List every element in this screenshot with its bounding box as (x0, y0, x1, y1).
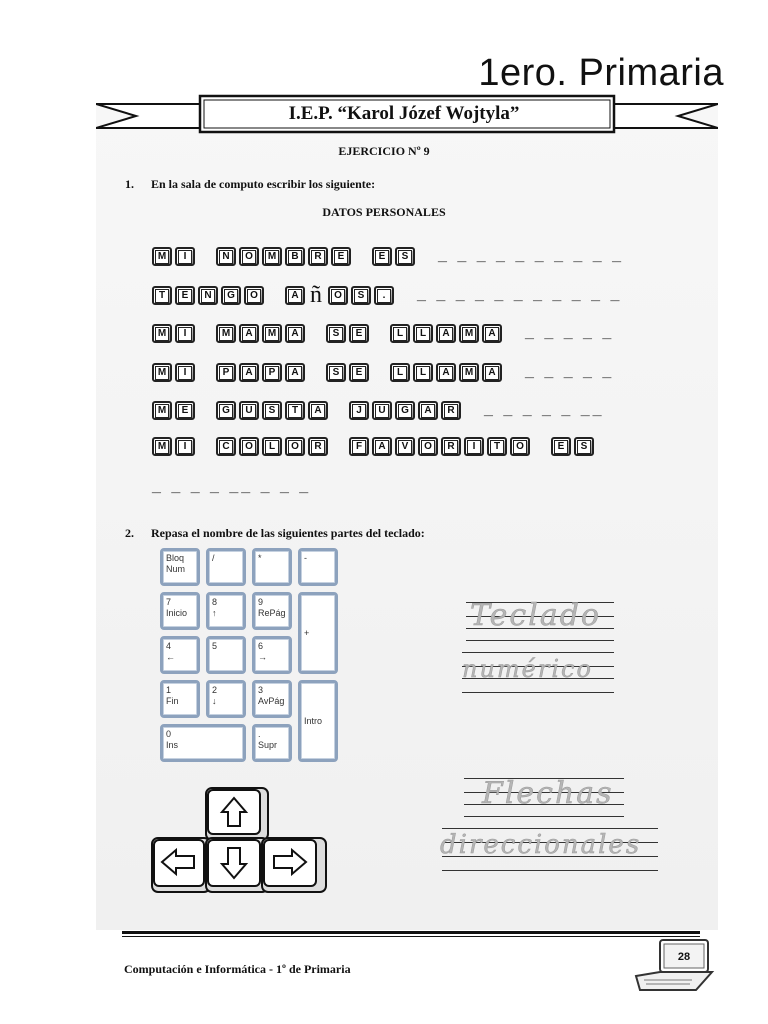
numpad-key-sublabel: ↑ (212, 608, 217, 618)
answer-blank: _ _ _ _ _ _ _ _ _ _ (438, 247, 624, 264)
letter-key (285, 324, 305, 343)
key-letter: M (219, 327, 233, 341)
key-letter: I (178, 250, 192, 264)
numpad-key-label: 4 (166, 641, 172, 651)
key-letter: L (393, 366, 407, 380)
letter-key (390, 324, 410, 343)
letter-key (152, 363, 172, 382)
key-letter: E (178, 289, 192, 303)
left-arrow-key (152, 838, 210, 892)
guide-line (442, 828, 658, 829)
key-letter: A (421, 404, 435, 418)
key-word (152, 286, 267, 305)
key-letter: J (352, 404, 366, 418)
numpad-key-label: + (304, 627, 310, 638)
letter-key (175, 401, 195, 420)
trace-word: direccionales (440, 830, 642, 860)
letter-key (374, 286, 394, 305)
key-letter: N (219, 250, 233, 264)
key-letter: L (416, 327, 430, 341)
keyboard-line (152, 321, 614, 345)
numpad-key (160, 592, 200, 630)
key-word (551, 437, 597, 456)
exercise-title: EJERCICIO Nº 9 (338, 144, 430, 158)
letter-key (262, 437, 282, 456)
letter-key (413, 363, 433, 382)
key-word (390, 363, 505, 382)
letter-key (216, 401, 236, 420)
letter-key (152, 437, 172, 456)
guide-line (462, 652, 614, 653)
key-word (152, 324, 198, 343)
footer-rule (122, 936, 700, 937)
trace-word: Flechas (482, 776, 614, 811)
letter-key (216, 247, 236, 266)
numpad-key-sublabel: AvPág (258, 696, 285, 706)
numpad-key-label: 8 (212, 597, 218, 607)
letter-key (418, 437, 438, 456)
key-letter: T (490, 440, 504, 454)
key-letter: G (224, 289, 238, 303)
letter-key (285, 247, 305, 266)
key-word (349, 401, 464, 420)
letter-key (464, 437, 484, 456)
numpad-key-label: / (212, 553, 215, 563)
key-letter: P (265, 366, 279, 380)
key-letter: R (444, 404, 458, 418)
key-letter: A (485, 366, 499, 380)
letter-key (459, 363, 479, 382)
key-letter: A (242, 327, 256, 341)
numpad-key (298, 592, 338, 674)
letter-key (221, 286, 241, 305)
letter-key (239, 437, 259, 456)
key-word (326, 324, 372, 343)
key-letter: T (288, 404, 302, 418)
question-2-number: 2. (125, 526, 134, 540)
key-letter: U (375, 404, 389, 418)
key-word (152, 401, 198, 420)
numpad-key-sublabel: Supr (258, 740, 278, 750)
letter-key (239, 324, 259, 343)
key-letter: U (242, 404, 256, 418)
question-2 (125, 526, 425, 541)
section-title: DATOS PERSONALES (322, 205, 446, 219)
letter-key (418, 401, 438, 420)
letter-key (308, 401, 328, 420)
numpad-key-label: 0 (166, 729, 172, 739)
key-letter: B (288, 250, 302, 264)
trace-word: Teclado (470, 598, 601, 633)
letter-key (216, 437, 236, 456)
key-letter: M (155, 327, 169, 341)
key-word (390, 324, 505, 343)
numpad-key (206, 592, 246, 630)
key-letter: A (311, 404, 325, 418)
key-letter: O (242, 440, 256, 454)
grade-label: 1ero. Primaria (478, 52, 724, 94)
letter-key (349, 363, 369, 382)
answer-blank: _ _ _ _ _ (525, 324, 615, 341)
page-number: 28 (677, 951, 691, 963)
keyboard-line (152, 398, 605, 422)
letter-key (175, 363, 195, 382)
letter-key (175, 324, 195, 343)
letter-key (285, 437, 305, 456)
key-word (216, 437, 331, 456)
key-letter: O (513, 440, 527, 454)
key-letter: M (265, 327, 279, 341)
key-letter: I (178, 440, 192, 454)
letter-key (308, 437, 328, 456)
letter-key (574, 437, 594, 456)
answer-blank: _ _ _ _ _ __ (484, 401, 605, 418)
letter-key (482, 324, 502, 343)
key-letter: C (219, 440, 233, 454)
key-letter: M (462, 366, 476, 380)
trace-word: numérico (462, 655, 593, 683)
numpad-key-sublabel: Num (166, 564, 186, 574)
key-letter: S (265, 404, 279, 418)
letter-key (175, 286, 195, 305)
letter-key (262, 401, 282, 420)
numpad-key-label: 5 (212, 641, 218, 651)
keyboard-line (152, 283, 622, 307)
answer-blank: _ _ _ _ _ _ _ _ _ _ _ (417, 286, 623, 303)
letter-key (372, 437, 392, 456)
numpad-key (298, 548, 338, 586)
numpad-key-sublabel: ← (166, 652, 175, 662)
key-word (152, 437, 198, 456)
letter-key (349, 401, 369, 420)
numeric-keypad-image (160, 548, 344, 762)
letter-key (152, 324, 172, 343)
key-letter: I (178, 327, 192, 341)
numpad-key-label: 2 (212, 685, 218, 695)
question-1 (125, 177, 375, 192)
key-letter: . (377, 289, 391, 303)
key-word (216, 247, 354, 266)
key-letter: R (311, 250, 325, 264)
key-word (372, 247, 418, 266)
numpad-key-label: Bloq (166, 553, 185, 563)
guide-line (442, 870, 658, 871)
letter-key (436, 363, 456, 382)
key-letter: L (265, 440, 279, 454)
key-letter: V (398, 440, 412, 454)
key-letter: A (288, 327, 302, 341)
numpad-key (252, 592, 292, 630)
numpad-key (298, 680, 338, 762)
letter-key (441, 437, 461, 456)
numpad-key-label: - (304, 553, 307, 563)
numpad-key-label: 1 (166, 685, 172, 695)
numpad-key (252, 724, 292, 762)
letter-key (413, 324, 433, 343)
keyboard-line (152, 360, 614, 384)
numpad-key-label: Intro (304, 715, 323, 726)
numpad-key (206, 636, 246, 674)
key-letter: E (352, 327, 366, 341)
numpad-key-sublabel: Fin (166, 696, 179, 706)
question-1-text: En la sala de computo escribir los siguiente: (151, 177, 376, 191)
key-letter: E (178, 404, 192, 418)
letter-key (551, 437, 571, 456)
key-word (216, 401, 331, 420)
letter-key (175, 437, 195, 456)
school-name: I.E.P. “Karol Józef Wojtyla” (288, 103, 520, 124)
key-letter: R (444, 440, 458, 454)
key-letter: E (375, 250, 389, 264)
key-letter: M (155, 250, 169, 264)
numpad-key (160, 636, 200, 674)
numpad-key-sublabel: Inicio (166, 608, 188, 618)
key-letter: A (439, 366, 453, 380)
key-letter: A (288, 366, 302, 380)
key-letter: O (242, 250, 256, 264)
key-letter: M (155, 404, 169, 418)
plain-letter: ñ (310, 282, 322, 308)
letter-key (441, 401, 461, 420)
key-word (328, 286, 397, 305)
question-1-number: 1. (125, 177, 134, 191)
key-letter: S (577, 440, 591, 454)
key-word (152, 363, 198, 382)
letter-key (175, 247, 195, 266)
keyboard-line (152, 434, 615, 458)
key-letter: M (265, 250, 279, 264)
numpad-key-label: 9 (258, 597, 264, 607)
letter-key (390, 363, 410, 382)
key-letter: O (331, 289, 345, 303)
guide-line (464, 816, 624, 817)
answer-blank-final: _ _ _ _ __ _ _ _ (152, 478, 312, 495)
letter-key (459, 324, 479, 343)
letter-key (262, 247, 282, 266)
numpad-key (160, 548, 200, 586)
key-letter: E (554, 440, 568, 454)
letter-key (239, 401, 259, 420)
key-letter: O (288, 440, 302, 454)
key-letter: G (219, 404, 233, 418)
key-letter: R (311, 440, 325, 454)
numpad-key (206, 680, 246, 718)
key-letter: L (393, 327, 407, 341)
arrow-keys-image (150, 786, 330, 896)
numpad-key-sublabel: ↓ (212, 696, 217, 706)
letter-key (351, 286, 371, 305)
numpad-key-label: 6 (258, 641, 264, 651)
numpad-key-label: * (258, 553, 262, 563)
question-2-text: Repasa el nombre de las siguientes partes del teclado: (151, 526, 425, 540)
numpad-key-sublabel: RePág (258, 608, 286, 618)
numpad-key (252, 548, 292, 586)
key-word (152, 247, 198, 266)
key-letter: I (178, 366, 192, 380)
key-letter: N (201, 289, 215, 303)
letter-key (395, 437, 415, 456)
footer-text: Computación e Informática - 1º de Primaria (124, 962, 351, 976)
numpad-key-sublabel: Ins (166, 740, 179, 750)
letter-key (436, 324, 456, 343)
key-word (285, 286, 308, 305)
key-word (216, 363, 308, 382)
key-letter: S (329, 327, 343, 341)
key-letter: M (155, 366, 169, 380)
numpad-key (160, 680, 200, 718)
letter-key (216, 363, 236, 382)
letter-key (285, 286, 305, 305)
numpad-key-label: 7 (166, 597, 172, 607)
letter-key (152, 247, 172, 266)
key-letter: M (155, 440, 169, 454)
answer-blank: _ _ _ _ _ (525, 363, 615, 380)
laptop-icon (634, 936, 716, 994)
keyboard-line (152, 244, 624, 268)
letter-key (326, 324, 346, 343)
numpad-key-label: 3 (258, 685, 264, 695)
letter-key (349, 437, 369, 456)
numpad-key-sublabel: → (258, 652, 267, 662)
key-letter: L (416, 366, 430, 380)
key-letter: S (354, 289, 368, 303)
letter-key (216, 324, 236, 343)
letter-key (395, 401, 415, 420)
letter-key (349, 324, 369, 343)
right-arrow-key (262, 838, 326, 892)
key-letter: E (352, 366, 366, 380)
guide-line (462, 692, 614, 693)
key-word (216, 324, 308, 343)
letter-key (487, 437, 507, 456)
key-word (326, 363, 372, 382)
key-letter: A (375, 440, 389, 454)
letter-key (328, 286, 348, 305)
footer-rule (122, 931, 700, 934)
letter-key (326, 363, 346, 382)
numpad-key (160, 724, 246, 762)
key-letter: T (155, 289, 169, 303)
letter-key (198, 286, 218, 305)
key-letter: A (439, 327, 453, 341)
numpad-key (206, 548, 246, 586)
key-letter: E (334, 250, 348, 264)
letter-key (262, 324, 282, 343)
letter-key (510, 437, 530, 456)
letter-key (244, 286, 264, 305)
letter-key (152, 286, 172, 305)
key-letter: I (467, 440, 481, 454)
key-letter: O (421, 440, 435, 454)
key-letter: S (398, 250, 412, 264)
key-letter: G (398, 404, 412, 418)
letter-key (331, 247, 351, 266)
up-arrow-key (206, 788, 268, 840)
letter-key (308, 247, 328, 266)
key-letter: P (219, 366, 233, 380)
letter-key (372, 247, 392, 266)
numpad-key-label: . (258, 729, 261, 739)
letter-key (285, 363, 305, 382)
letter-key (395, 247, 415, 266)
key-letter: A (485, 327, 499, 341)
numpad-key (252, 680, 292, 718)
letter-key (262, 363, 282, 382)
key-letter: F (352, 440, 366, 454)
key-letter: S (329, 366, 343, 380)
key-letter: A (288, 289, 302, 303)
numpad-key (252, 636, 292, 674)
letter-key (239, 247, 259, 266)
down-arrow-key (206, 838, 268, 892)
letter-key (372, 401, 392, 420)
key-letter: O (247, 289, 261, 303)
guide-line (466, 640, 614, 641)
letter-key (482, 363, 502, 382)
key-word (349, 437, 533, 456)
letter-key (239, 363, 259, 382)
key-letter: A (242, 366, 256, 380)
letter-key (285, 401, 305, 420)
key-letter: M (462, 327, 476, 341)
letter-key (152, 401, 172, 420)
